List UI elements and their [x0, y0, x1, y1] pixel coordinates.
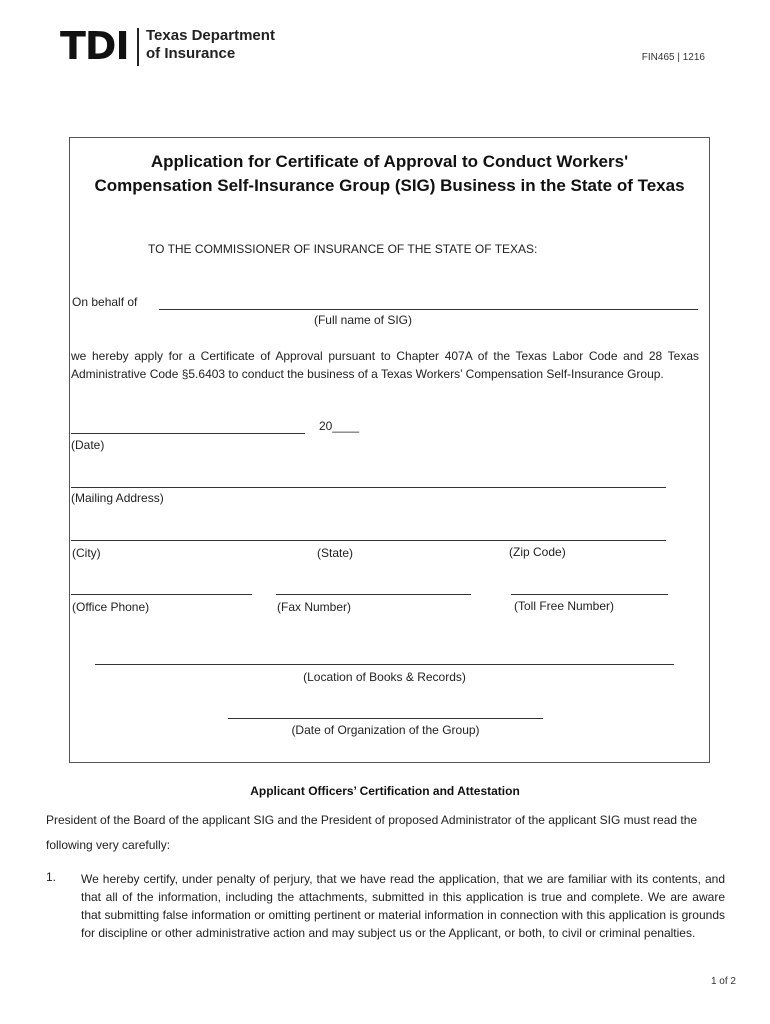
fax-number-caption: (Fax Number) [277, 600, 352, 614]
form-title-line1: Application for Certificate of Approval to Conduct Workers' [150, 152, 629, 171]
mailing-address-caption: (Mailing Address) [71, 491, 164, 505]
year-prefix: 20____ [319, 419, 360, 433]
form-number: FIN465 | 1216 [641, 52, 705, 63]
agency-name-line2: of Insurance [146, 45, 236, 62]
zip-caption: (Zip Code) [509, 545, 566, 559]
agency-name [146, 27, 275, 63]
books-location-field[interactable] [95, 664, 674, 665]
toll-free-field[interactable] [511, 594, 668, 595]
sig-name-field[interactable] [159, 309, 698, 310]
books-location-caption: (Location of Books & Records) [303, 670, 466, 684]
agency-name-line1: Texas Department [146, 27, 275, 44]
date-field[interactable] [71, 433, 305, 434]
certification-item-text: We hereby certify, under penalty of perjury, that we have read the application, that we are familiar with its contents, and that all of the information, including the attachments, submitted in this application is true and complete. We are aware that submitting false information or omitting pertinent or material information in connection with this application is grounds for discipline or other administrative action and may subject us or the Applicant, or both, to civil or criminal penalties. [81, 872, 725, 940]
salutation: TO THE COMMISSIONER OF INSURANCE OF THE STATE OF TEXAS: [148, 242, 538, 256]
logo-divider [137, 28, 139, 66]
sig-name-caption: (Full name of SIG) [313, 313, 413, 327]
mailing-address-field[interactable] [71, 487, 666, 488]
certification-item-number: 1. [46, 870, 57, 884]
state-caption: (State) [317, 546, 354, 560]
toll-free-caption: (Toll Free Number) [514, 599, 615, 613]
page-number: 1 of 2 [710, 976, 736, 987]
certification-heading: Applicant Officers’ Certification and Attestation [250, 784, 520, 798]
city-state-zip-field[interactable] [71, 540, 666, 541]
on-behalf-label: On behalf of [72, 295, 138, 309]
office-phone-caption: (Office Phone) [72, 600, 150, 614]
form-title [69, 150, 710, 198]
organization-date-field[interactable] [228, 718, 543, 719]
office-phone-field[interactable] [71, 594, 252, 595]
tdi-logo-mark: TDI [60, 24, 129, 68]
certification-intro: President of the Board of the applicant SIG and the President of proposed Administrator of the applicant SIG must read the following very carefully: [46, 813, 698, 852]
organization-date-caption: (Date of Organization of the Group) [291, 723, 480, 737]
form-title-line2: Compensation Self-Insurance Group (SIG) Business in the State of Texas [94, 176, 685, 195]
city-caption: (City) [72, 546, 101, 560]
fax-number-field[interactable] [276, 594, 471, 595]
date-caption: (Date) [71, 438, 105, 452]
application-statement: we hereby apply for a Certificate of Approval pursuant to Chapter 407A of the Texas Labor Code and 28 Texas Administrative Code §5.6403 to conduct the business of a Texas Workers’ Compensation Self-Insurance Group. [71, 349, 699, 381]
